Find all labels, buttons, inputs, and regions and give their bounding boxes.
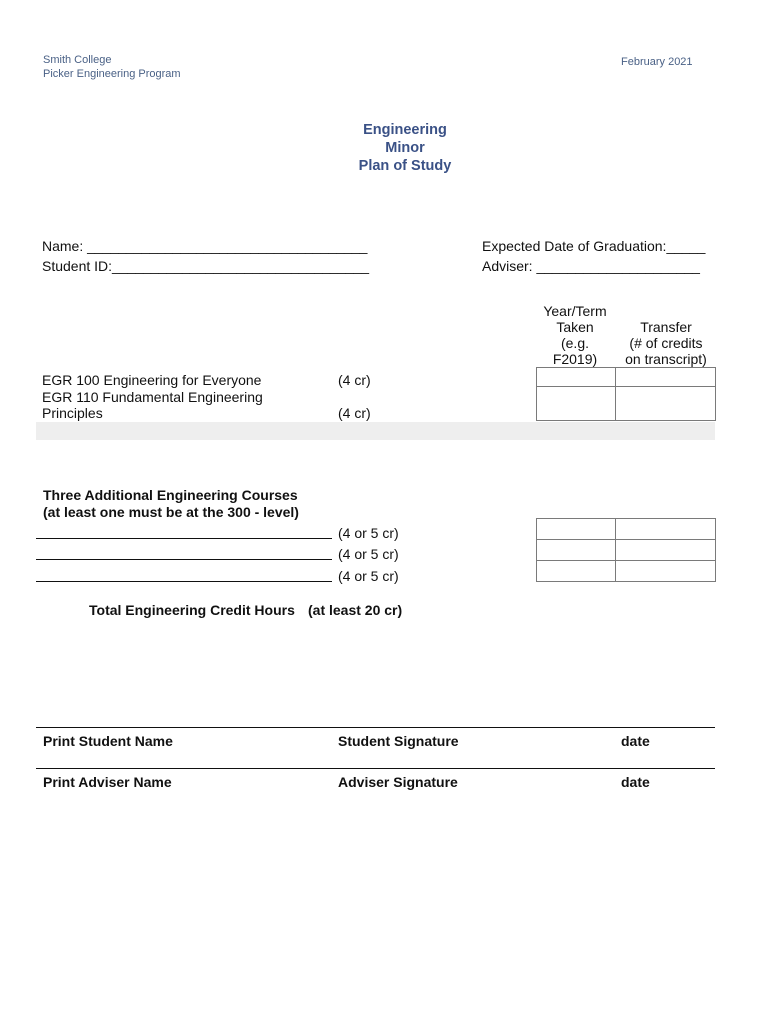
additional-heading-2: (at least one must be at the 300 - level) bbox=[43, 504, 299, 520]
additional-course-line-3[interactable] bbox=[36, 581, 332, 582]
total-credit-label: Total Engineering Credit Hours bbox=[89, 602, 295, 618]
shaded-band bbox=[36, 422, 715, 440]
course-egr110: EGR 110 Fundamental Engineering bbox=[42, 389, 263, 405]
year-term-header: Year/Term Taken (e.g. F2019) bbox=[543, 303, 607, 367]
additional-course-line-2[interactable] bbox=[36, 559, 332, 560]
course-egr110-credits: (4 cr) bbox=[338, 405, 371, 421]
title-line-1: Engineering bbox=[363, 122, 447, 138]
additional-3-transfer-box[interactable] bbox=[615, 560, 716, 582]
additional-course-credits-2: (4 or 5 cr) bbox=[338, 546, 399, 562]
additional-1-year-term-box[interactable] bbox=[536, 518, 616, 540]
egr110-transfer-box[interactable] bbox=[615, 386, 716, 421]
document-date: February 2021 bbox=[621, 56, 693, 68]
student-id-field[interactable]: Student ID:_________________________________ bbox=[42, 258, 369, 274]
student-signature-line[interactable] bbox=[36, 727, 715, 728]
course-egr100: EGR 100 Engineering for Everyone bbox=[42, 372, 262, 388]
transfer-header: Transfer (# of credits on transcript) bbox=[625, 319, 707, 367]
egr110-year-term-box[interactable] bbox=[536, 386, 616, 421]
student-signature-label: Student Signature bbox=[338, 733, 459, 749]
student-date-label: date bbox=[621, 733, 650, 749]
title-line-3: Plan of Study bbox=[358, 158, 452, 174]
additional-2-transfer-box[interactable] bbox=[615, 539, 716, 561]
adviser-date-label: date bbox=[621, 774, 650, 790]
additional-course-credits-3: (4 or 5 cr) bbox=[338, 568, 399, 584]
adviser-field[interactable]: Adviser: _____________________ bbox=[482, 258, 700, 274]
print-adviser-name-label: Print Adviser Name bbox=[43, 774, 172, 790]
institution-name: Smith College bbox=[43, 54, 112, 66]
print-student-name-label: Print Student Name bbox=[43, 733, 173, 749]
additional-course-credits-1: (4 or 5 cr) bbox=[338, 525, 399, 541]
additional-2-year-term-box[interactable] bbox=[536, 539, 616, 561]
course-egr100-credits: (4 cr) bbox=[338, 372, 371, 388]
course-egr110-cont: Principles bbox=[42, 405, 103, 421]
adviser-signature-line[interactable] bbox=[36, 768, 715, 769]
name-field[interactable]: Name: ____________________________________ bbox=[42, 238, 368, 254]
additional-heading-1: Three Additional Engineering Courses bbox=[43, 487, 298, 503]
program-name: Picker Engineering Program bbox=[43, 68, 181, 80]
additional-3-year-term-box[interactable] bbox=[536, 560, 616, 582]
title-line-2: Minor bbox=[385, 140, 425, 156]
egr100-year-term-box[interactable] bbox=[536, 367, 616, 387]
additional-course-line-1[interactable] bbox=[36, 538, 332, 539]
adviser-signature-label: Adviser Signature bbox=[338, 774, 458, 790]
graduation-date-field[interactable]: Expected Date of Graduation:_____ bbox=[482, 238, 706, 254]
egr100-transfer-box[interactable] bbox=[615, 367, 716, 387]
total-credit-requirement: (at least 20 cr) bbox=[308, 602, 403, 618]
additional-1-transfer-box[interactable] bbox=[615, 518, 716, 540]
